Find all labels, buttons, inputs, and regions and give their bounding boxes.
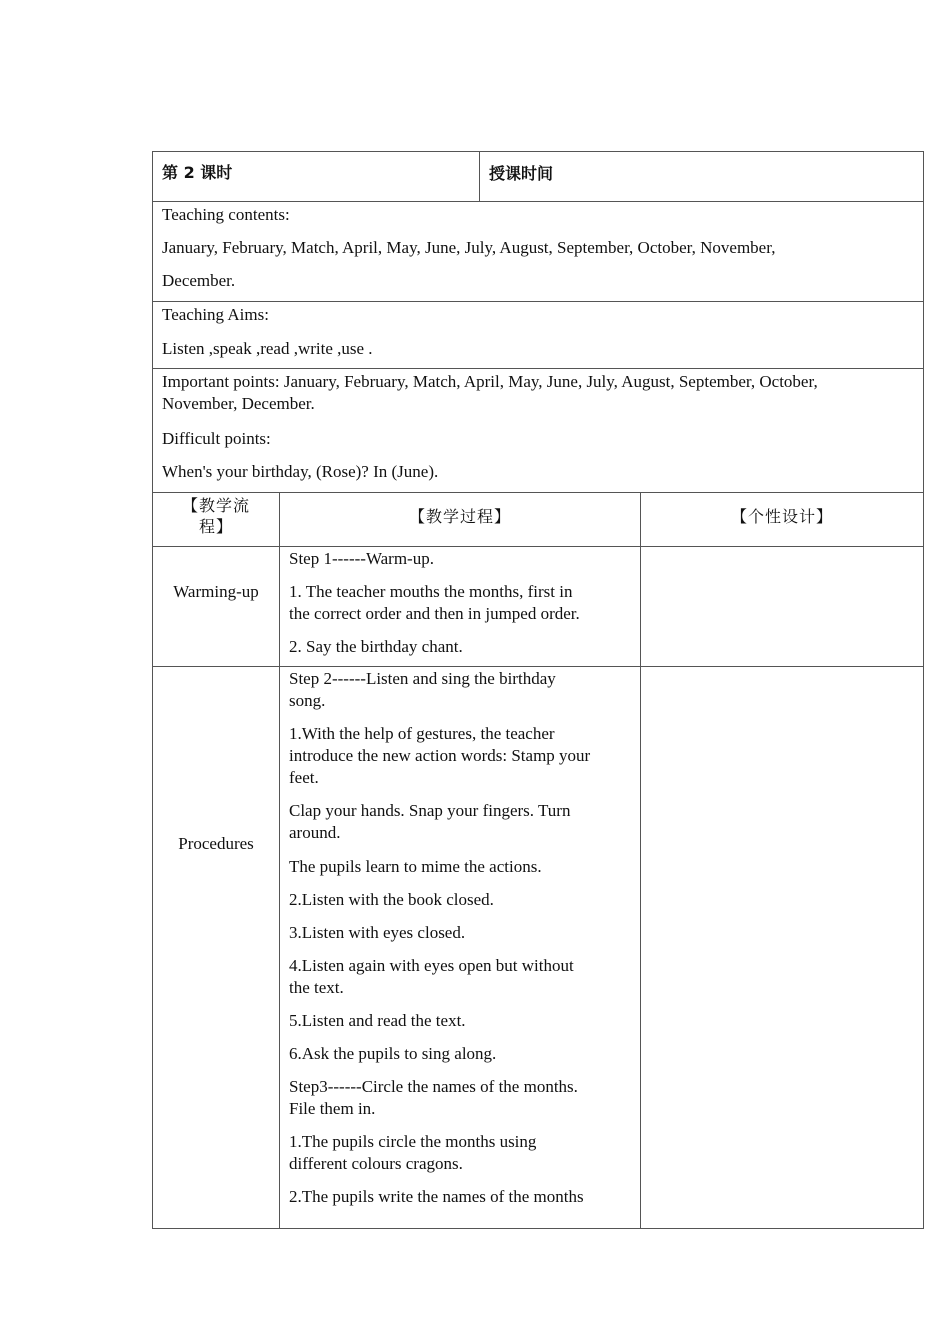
contents-heading: Teaching contents: [162, 205, 290, 224]
procedure-line: Step3------Circle the names of the months. [289, 1077, 578, 1096]
warmup-line: 2. Say the birthday chant. [289, 637, 463, 656]
difficult-points-heading: Difficult points: [162, 429, 271, 448]
procedure-line: feet. [289, 768, 319, 787]
flow-column-header: 程】 [198, 517, 233, 536]
row-divider [152, 546, 924, 547]
procedure-line: 1.The pupils circle the months using [289, 1132, 537, 1151]
table-border-right [923, 151, 924, 1229]
procedure-line: the text. [289, 978, 344, 997]
warmup-line: the correct order and then in jumped order. [289, 604, 580, 623]
procedure-line: song. [289, 691, 326, 710]
procedure-line: The pupils learn to mime the actions. [289, 857, 542, 876]
procedure-line: 2.The pupils write the names of the months [289, 1187, 584, 1206]
row-divider [152, 201, 924, 202]
row-divider [152, 301, 924, 302]
important-points: Important points: January, February, Match, April, May, June, July, August, September, October, [162, 372, 818, 391]
warmup-line: Step 1------Warm-up. [289, 549, 434, 568]
warmup-line: 1. The teacher mouths the months, first in [289, 582, 573, 601]
flow-column-header: 【教学流 [181, 496, 250, 515]
table-border-top [152, 151, 924, 152]
procedure-line: Clap your hands. Snap your fingers. Turn [289, 801, 571, 820]
procedure-line: around. [289, 823, 341, 842]
table-border-bottom [152, 1228, 924, 1229]
aims-text: Listen ,speak ,read ,write ,use . [162, 339, 373, 358]
row-divider [152, 492, 924, 493]
procedure-line: 2.Listen with the book closed. [289, 890, 494, 909]
procedure-line: 5.Listen and read the text. [289, 1011, 466, 1030]
procedure-line: 4.Listen again with eyes open but without [289, 956, 574, 975]
class-time-label: 授课时间 [489, 164, 554, 183]
procedure-line: File them in. [289, 1099, 376, 1118]
lesson-number-label: 第 2 课时 [162, 163, 233, 182]
header-col-divider [479, 151, 480, 202]
row-divider [152, 368, 924, 369]
procedure-line: Step 2------Listen and sing the birthday [289, 669, 556, 688]
col-divider-flow [279, 492, 280, 1229]
col-divider-design [640, 492, 641, 1229]
procedure-line: 3.Listen with eyes closed. [289, 923, 466, 942]
table-border-left [152, 151, 153, 1229]
aims-heading: Teaching Aims: [162, 305, 269, 324]
procedure-line: 1.With the help of gestures, the teacher [289, 724, 555, 743]
contents-line: January, February, Match, April, May, June, July, August, September, October, November, [162, 238, 776, 257]
process-column-header: 【教学过程】 [408, 507, 511, 526]
important-points: November, December. [162, 394, 315, 413]
contents-line: December. [162, 271, 236, 290]
row-divider [152, 666, 924, 667]
difficult-points-text: When's your birthday, (Rose)? In (June). [162, 462, 439, 481]
procedures-stage-label: Procedures [178, 834, 254, 853]
design-column-header: 【个性设计】 [730, 507, 833, 526]
procedure-line: introduce the new action words: Stamp your [289, 746, 591, 765]
procedure-line: 6.Ask the pupils to sing along. [289, 1044, 497, 1063]
procedure-line: different colours cragons. [289, 1154, 463, 1173]
warmup-stage-label: Warming-up [173, 582, 259, 601]
